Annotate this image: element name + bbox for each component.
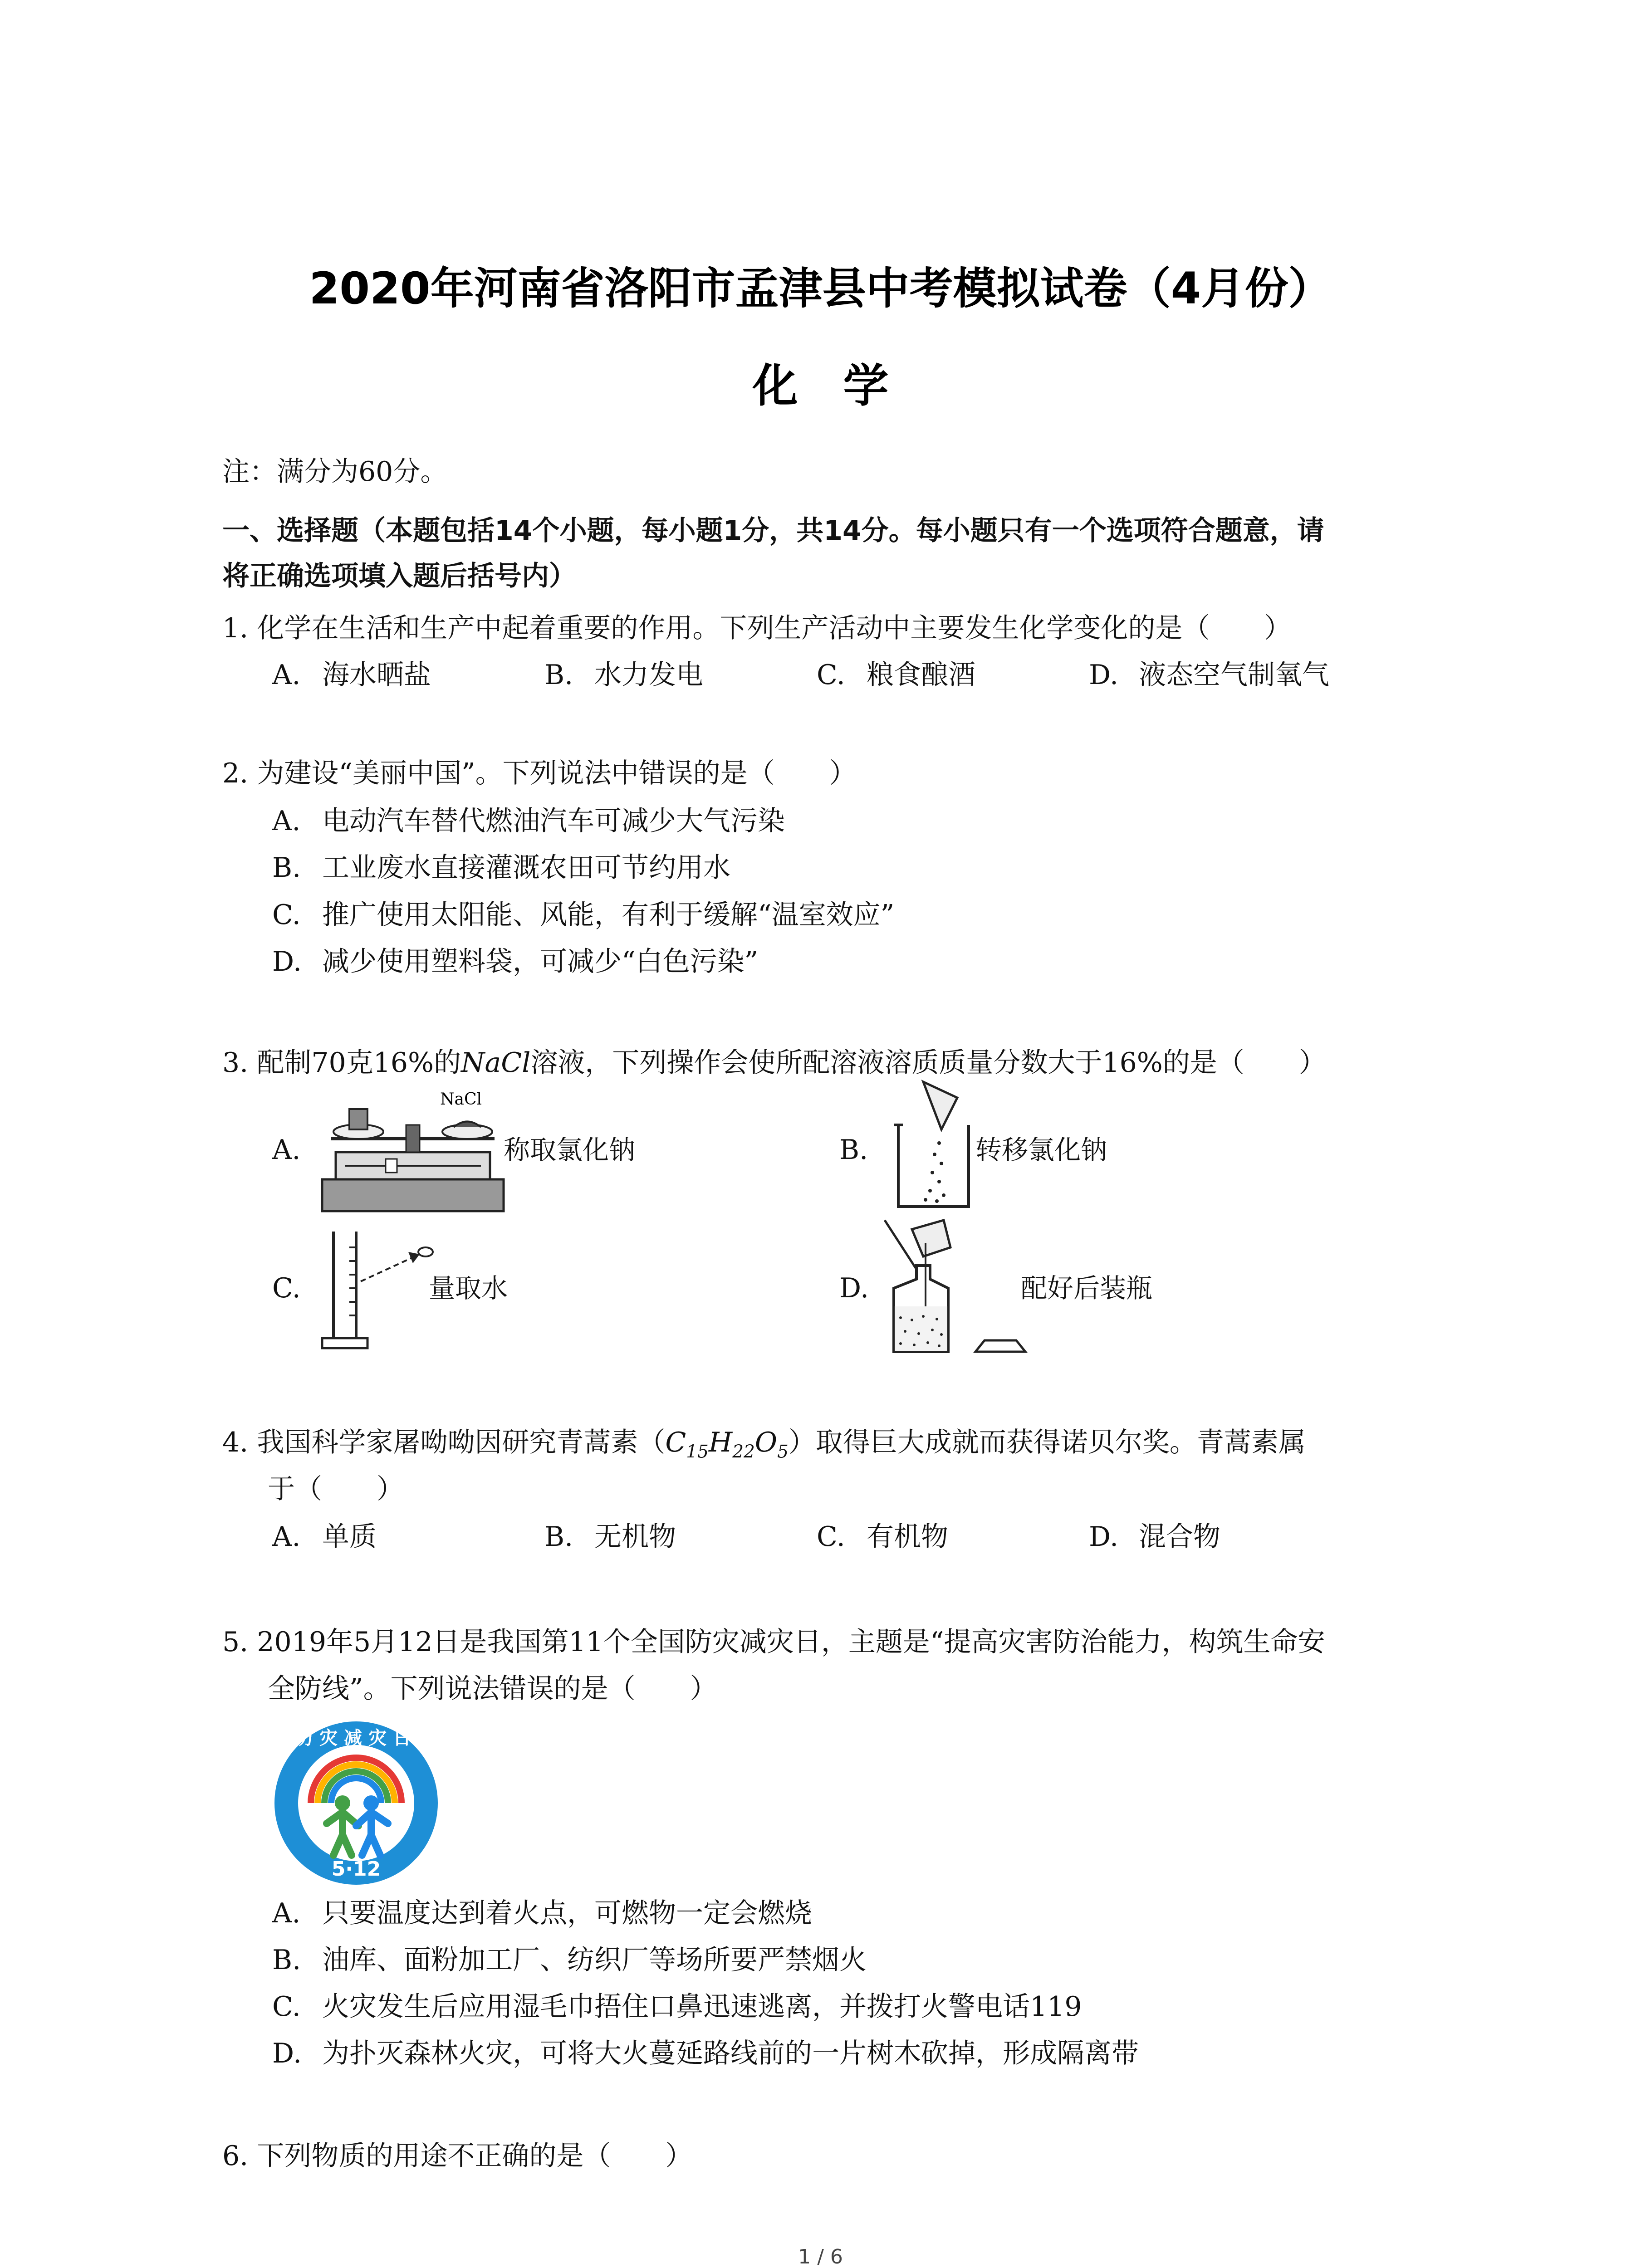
q3-option-b-text: 转移氯化钠	[975, 1134, 1107, 1165]
q4-stem: 4. 我国科学家屠呦呦因研究青蒿素$(C_{15}H_{22}O_5)$取得巨大成就而获得诺贝尔奖。青蒿素属	[222, 1427, 1306, 1462]
artemisinin-formula: $C_{15}H_{22}O_5$	[665, 1427, 789, 1462]
cylinder-figure	[318, 1229, 436, 1352]
q2-option-a: A. 电动汽车替代燃油汽车可减少大气污染	[272, 805, 785, 837]
q2-option-d: D. 减少使用塑料袋，可减少“白色污染”	[272, 946, 759, 978]
q3-option-a-label: A.	[272, 1134, 301, 1166]
q2-option-c: C. 推广使用太阳能、风能，有利于缓解“温室效应”	[272, 899, 895, 931]
q4-option-a: A. 单质	[272, 1521, 377, 1553]
q5-option-c: C. 火灾发生后应用湿毛巾捂住口鼻迅速逃离，并拨打火警电话119	[272, 1991, 1082, 2023]
balance-figure	[318, 1084, 508, 1220]
beaker-transfer-figure	[889, 1080, 980, 1216]
page-number: 1 / 6	[798, 2245, 843, 2268]
logo-date-text: 5·12	[331, 1857, 381, 1881]
q3-option-c-label: C.	[272, 1272, 301, 1304]
q5-option-b: B. 油库、面粉加工厂、纺织厂等场所要严禁烟火	[272, 1944, 867, 1976]
logo-title-text: 防灾减灾日	[295, 1728, 417, 1749]
q1-option-b: B. 水力发电	[544, 659, 703, 691]
exam-title: 2020年河南省洛阳市孟津县中考模拟试卷（4月份）	[309, 263, 1332, 314]
q2-stem: 2. 为建设“美丽中国”。下列说法中错误的是（ ）	[222, 758, 857, 789]
q5-option-d: D. 为扑灭森林火灾，可将大火蔓延路线前的一片树木砍掉，形成隔离带	[272, 2038, 1139, 2069]
section-heading-line2: 将正确选项填入题后括号内）	[222, 560, 576, 592]
q1-option-d: D. 液态空气制氧气	[1089, 659, 1329, 691]
q5-option-a: A. 只要温度达到着火点，可燃物一定会燃烧	[272, 1897, 812, 1929]
q6-stem: 6. 下列物质的用途不正确的是（ ）	[222, 2140, 693, 2172]
q1-option-a: A. 海水晒盐	[272, 659, 431, 691]
q4-option-d: D. 混合物	[1089, 1521, 1220, 1553]
q3-stem: 3. 配制70克16%的NaCl溶液，下列操作会使所配溶液溶质质量分数大于16%的是（ ）	[222, 1047, 1326, 1079]
q4-option-b: B. 无机物	[544, 1521, 676, 1553]
q1-stem: 1. 化学在生活和生产中起着重要的作用。下列生产活动中主要发生化学变化的是（ ）	[222, 612, 1292, 644]
q4-option-c: C. 有机物	[817, 1521, 948, 1553]
bottling-figure	[880, 1216, 1043, 1361]
q2-option-b: B. 工业废水直接灌溉农田可节约用水	[272, 852, 730, 884]
q5-stem-line1: 5. 2019年5月12日是我国第11个全国防灾减灾日，主题是“提高灾害防治能力，构筑生命安	[222, 1626, 1325, 1658]
q4-stem-line2: 于（ ）	[268, 1473, 404, 1505]
subject-title: 化学	[752, 359, 934, 412]
q3-option-d-text: 配好后装瓶	[1021, 1273, 1153, 1304]
q3-option-b-label: B.	[839, 1134, 868, 1166]
q3-option-c-text: 量取水	[429, 1273, 508, 1304]
q3-option-a-text: 称取氯化钠	[504, 1134, 636, 1165]
disaster-prevention-logo	[272, 1719, 440, 1887]
q5-stem-line2: 全防线”。下列说法错误的是（ ）	[268, 1673, 717, 1705]
q1-option-c: C. 粮食酿酒	[817, 659, 975, 691]
nacl-tag: NaCl	[440, 1090, 482, 1109]
section-heading-line1: 一、选择题（本题包括14个小题，每小题1分，共14分。每小题只有一个选项符合题意，请	[222, 515, 1324, 547]
score-note: 注：满分为60分。	[222, 456, 448, 488]
q3-option-d-label: D.	[839, 1272, 869, 1304]
